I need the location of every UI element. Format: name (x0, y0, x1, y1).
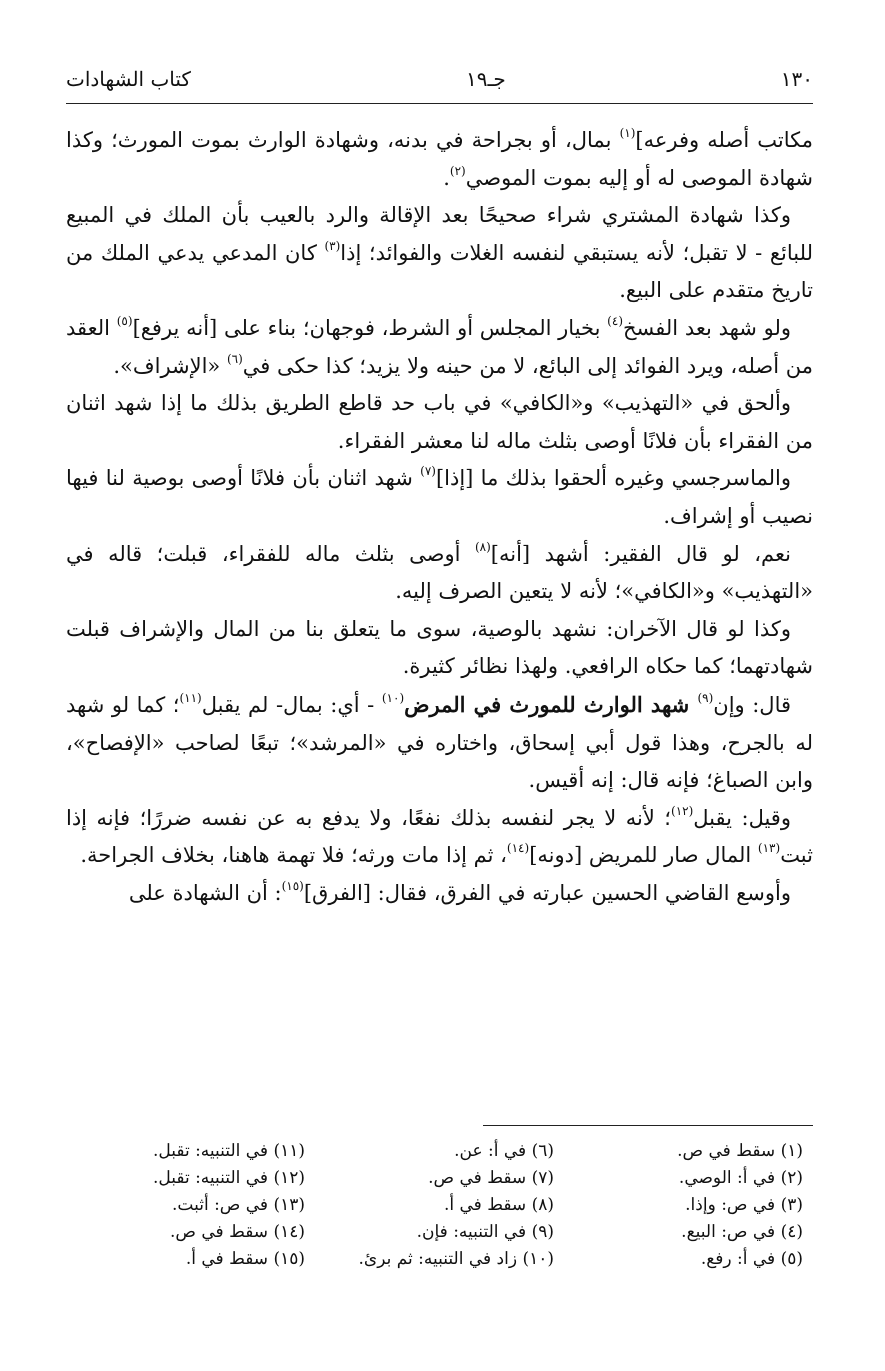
footnote-item: (٢) في أ: الوصي. (678, 1168, 803, 1188)
header-divider (66, 103, 813, 104)
footnote-marker[interactable]: (١٠) (381, 690, 405, 705)
footnote-marker[interactable]: (٦) (226, 351, 243, 366)
footnote-item: (٦) في أ: عن. (454, 1141, 554, 1161)
footnote-item: (١) سقط في ص. (677, 1141, 803, 1161)
footnotes (66, 1138, 813, 1273)
footnote-column-3 (66, 1138, 315, 1273)
text-segment: ؛ لأنه لا يجر لنفسه بذلك نفعًا، ولا يدفع به عن نفسه ضررًا؛ فإنه إذا ثبت (66, 805, 813, 868)
footnote-column-2 (315, 1138, 564, 1273)
book-title: كتاب الشهادات (66, 67, 191, 91)
text-segment: قال: وإن (713, 692, 792, 717)
text-segment: بمال، أو بجراحة في بدنه، وشهادة الوارث بموت المورث؛ وكذا شهادة الموصى له أو إليه بموت الموصي (66, 128, 813, 190)
paragraph (66, 197, 813, 310)
footnote-item: (١٠) زاد في التنبيه: ثم برئ. (358, 1249, 554, 1269)
text-segment: وكذا شهادة المشتري شراء صحيحًا بعد الإقالة والرد بالعيب بأن الملك في المبيع للبائع - لا تقبل؛ لأنه يستبقي لنفسه الغلات والفوائد؛ إذا (66, 203, 813, 265)
text-segment: . (443, 165, 450, 190)
footnote-marker[interactable]: (١٤) (506, 841, 530, 856)
footnote-marker[interactable]: (٢) (449, 163, 466, 178)
footnote-item: (٨) سقط في أ. (443, 1195, 554, 1215)
text-segment: «الإشراف». (113, 353, 227, 378)
matn-text: شهد الوارث للمورث في المرض (404, 691, 698, 717)
paragraph (66, 122, 813, 197)
text-segment: المال صار للمريض [دونه] (529, 843, 758, 868)
volume-label: جـ١٩ (466, 67, 506, 91)
paragraph (66, 460, 813, 535)
footnote-marker[interactable]: (١٣) (757, 841, 781, 856)
text-segment: مكاتب أصله وفرعه] (635, 128, 814, 152)
text-segment: : أن الشهادة على (128, 880, 282, 905)
footnote-item: (٧) سقط في ص. (428, 1168, 554, 1188)
text-segment: وكذا لو قال الآخران: نشهد بالوصية، سوى ما يتعلق بنا من المال والإشراف قبلت شهادتهما؛ كما حكاه الرافعي. ولهذا نظائر كثيرة. (66, 616, 813, 679)
text-segment: ؛ كما لو شهد له بالجرح، وهذا قول أبي إسحاق، واختاره في «المرشد»؛ تبعًا لصاحب «الإفصاح»، وابن الصباغ؛ فإنه قال: إنه أقيس. (66, 692, 813, 793)
text-segment: شهد اثنان بأن فلانًا أوصى بوصية لنا فيها نصيب أو إشراف. (66, 466, 813, 528)
paragraph (66, 385, 813, 460)
footnote-item: (١١) في التنبيه: تقبل. (152, 1141, 305, 1161)
footnote-item: (١٢) في التنبيه: تقبل. (152, 1168, 305, 1188)
footnote-marker[interactable]: (٥) (116, 313, 133, 328)
text-segment: وقيل: يقبل (693, 805, 791, 830)
footnote-item: (١٣) في ص: أثبت. (171, 1195, 305, 1215)
footnote-marker[interactable]: (١) (619, 126, 636, 140)
footnote-marker[interactable]: (٤) (607, 313, 623, 328)
text-segment: - أي: بمال- لم يقبل (201, 692, 382, 717)
text-segment: وألحق في «التهذيب» و«الكافي» في باب حد قاطع الطريق بذلك ما إذا شهد اثنان من الفقراء بأن فلانًا أوصى بثلث ماله لنا معشر الفقراء. (66, 391, 813, 453)
paragraph (66, 611, 813, 686)
footnote-column-1 (564, 1138, 813, 1273)
paragraph (66, 800, 813, 875)
text-segment: نعم، لو قال الفقير: أشهد [أنه] (490, 541, 791, 566)
footnote-marker[interactable]: (١٢) (671, 803, 694, 818)
paragraph (66, 310, 813, 385)
text-segment: بخيار المجلس أو الشرط، فوجهان؛ بناء على [أنه يرفع] (132, 315, 608, 340)
paragraph (66, 536, 813, 611)
page-header (66, 62, 813, 96)
text-segment: والماسرجسي وغيره ألحقوا بذلك ما [إذا] (435, 466, 791, 491)
text-segment: وأوسع القاضي الحسين عبارته في الفرق، فقال: [الفرق] (303, 880, 791, 905)
text-segment: كان المدعي يدعي الملك من تاريخ متقدم على البيع. (66, 240, 813, 303)
footnote-item: (١٥) سقط في أ. (185, 1249, 305, 1269)
page-number: ١٣٠ (780, 67, 813, 91)
footnote-item: (٩) في التنبيه: فإن. (416, 1222, 554, 1242)
footnote-marker[interactable]: (١٥) (281, 878, 304, 893)
paragraph (66, 686, 813, 800)
footnote-marker[interactable]: (١١) (179, 690, 202, 705)
paragraph (66, 875, 813, 913)
main-text (66, 122, 813, 912)
footnote-marker[interactable]: (٣) (324, 238, 341, 253)
text-segment: ولو شهد بعد الفسخ (623, 315, 791, 340)
footnote-divider (483, 1125, 813, 1126)
footnote-item: (١٤) سقط في ص. (170, 1222, 305, 1242)
footnote-item: (٥) في أ: رفع. (700, 1249, 803, 1269)
footnote-marker[interactable]: (٧) (420, 464, 436, 479)
text-segment: ، ثم إذا مات ورثه؛ فلا تهمة هاهنا، بخلاف الجراحة. (80, 843, 507, 868)
text-segment: أوصى بثلث ماله للفقراء، قبلت؛ قاله في «التهذيب» و«الكافي»؛ لأنه لا يتعين الصرف إليه. (66, 541, 813, 604)
footnote-marker[interactable]: (٨) (474, 539, 491, 554)
footnote-item: (٤) في ص: البيع. (681, 1222, 803, 1242)
text-segment: العقد من أصله، ويرد الفوائد إلى البائع، لا من حينه ولا يزيد؛ كذا حكى في (66, 315, 813, 378)
footnote-marker[interactable]: (٩) (697, 690, 714, 705)
footnote-item: (٣) في ص: وإذا. (685, 1195, 803, 1215)
